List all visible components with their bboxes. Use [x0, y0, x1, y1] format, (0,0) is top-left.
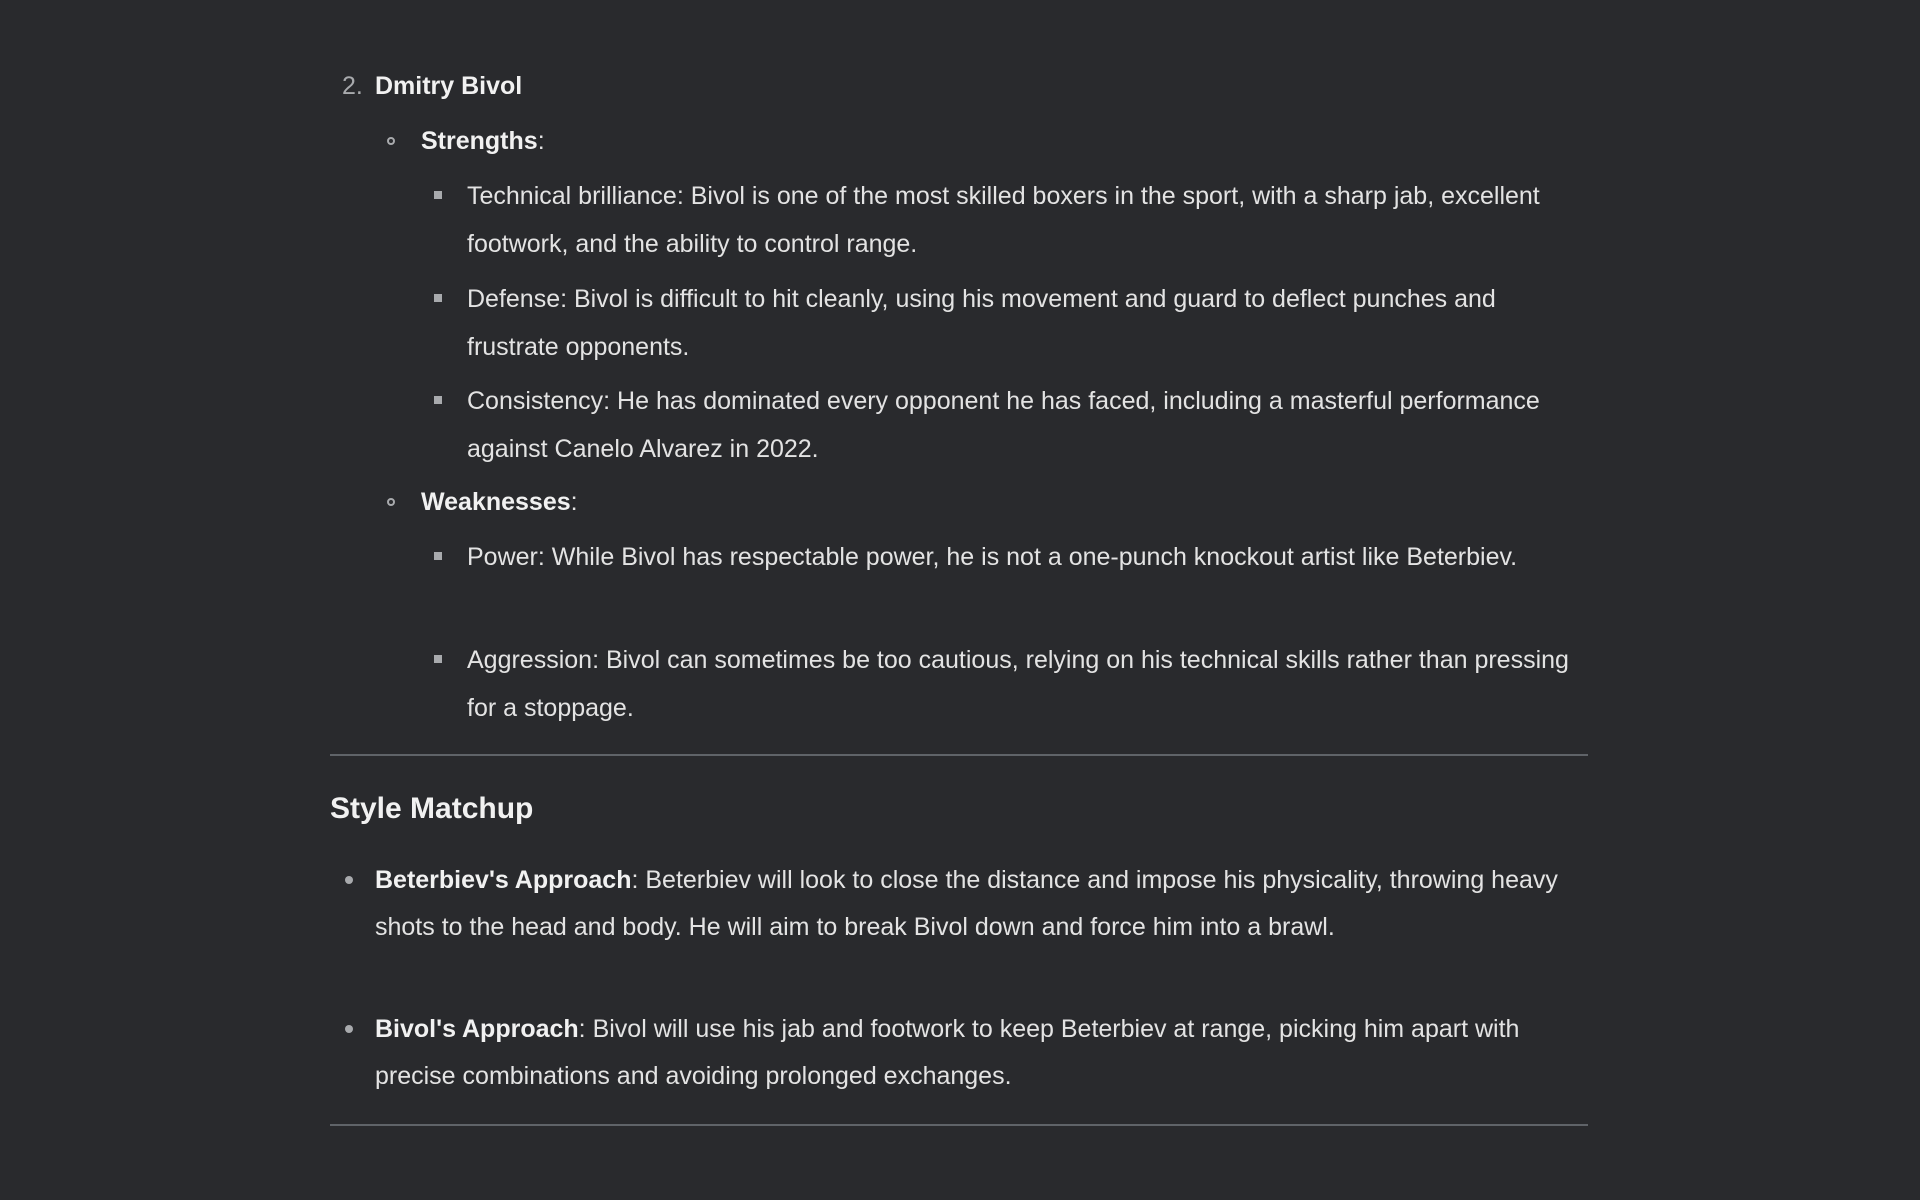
- matchup-text: : Beterbiev will look to close the distance and impose his physicality, throwing heavy shots to the head and body. He will aim to break Bivol down and force him into a brawl.: [375, 866, 1558, 941]
- weaknesses-colon: :: [570, 488, 578, 516]
- matchup-text: : Bivol will use his jab and footwork to keep Beterbiev at range, picking him apart with precise combinations and avoiding prolonged exchanges.: [375, 1015, 1520, 1090]
- weaknesses-heading: [421, 487, 578, 517]
- square-bullet-icon: [434, 396, 442, 404]
- section-divider: [330, 1124, 1588, 1126]
- circle-bullet-icon: [387, 498, 395, 506]
- square-bullet-icon: [434, 294, 442, 302]
- square-bullet-icon: [434, 655, 442, 663]
- strengths-heading: [421, 126, 545, 156]
- square-bullet-icon: [434, 552, 442, 560]
- matchup-item-beterbiev: [375, 857, 1585, 951]
- strength-item-defense: Defense: Bivol is difficult to hit cleanly, using his movement and guard to deflect punches and frustrate opponents.: [467, 285, 1496, 361]
- strengths-colon: :: [537, 127, 545, 155]
- matchup-item-bivol: [375, 1006, 1585, 1100]
- matchup-label: Bivol's Approach: [375, 1015, 579, 1043]
- fighter-name: Dmitry Bivol: [375, 72, 523, 100]
- bullet-dot-icon: [345, 1025, 353, 1033]
- weakness-item-aggression: Aggression: Bivol can sometimes be too cautious, relying on his technical skills rather than pressing for a stoppage.: [467, 646, 1569, 722]
- section-divider: [330, 754, 1588, 756]
- square-bullet-icon: [434, 191, 442, 199]
- matchup-label: Beterbiev's Approach: [375, 866, 632, 894]
- weakness-item-power: Power: While Bivol has respectable power, he is not a one-punch knockout artist like Beterbiev.: [467, 543, 1518, 571]
- strength-item-consistency: Consistency: He has dominated every opponent he has faced, including a masterful performance against Canelo Alvarez in 2022.: [467, 387, 1540, 463]
- list-number: 2.: [342, 72, 363, 100]
- circle-bullet-icon: [387, 137, 395, 145]
- weaknesses-label: Weaknesses: [421, 488, 571, 516]
- strength-item-technical: Technical brilliance: Bivol is one of the most skilled boxers in the sport, with a sharp jab, excellent footwork, and the ability to control range.: [467, 182, 1540, 258]
- strengths-label: Strengths: [421, 127, 538, 155]
- section-heading-style-matchup: Style Matchup: [330, 792, 534, 825]
- bullet-dot-icon: [345, 876, 353, 884]
